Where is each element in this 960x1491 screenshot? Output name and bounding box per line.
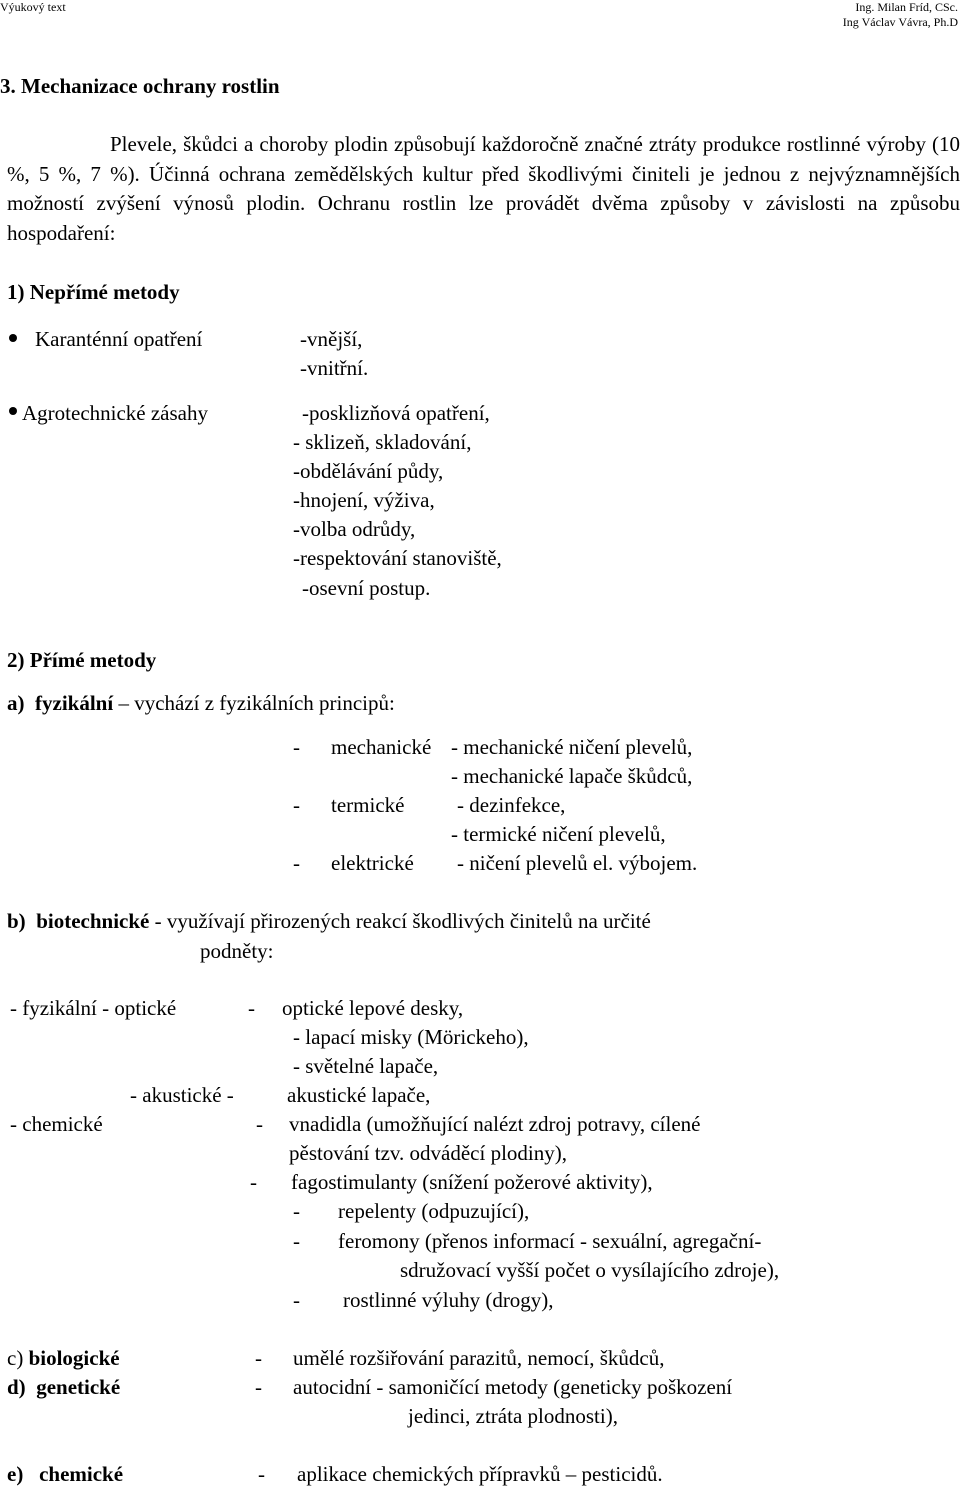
agro-item: -volba odrůdy, bbox=[293, 517, 416, 541]
bullet-icon bbox=[9, 407, 17, 415]
bio-row-text: rostlinné výluhy (drogy), bbox=[343, 1288, 554, 1312]
agro-item: -obdělávání půdy, bbox=[293, 459, 444, 483]
header-left: Výukový text bbox=[0, 0, 66, 14]
section-d-prefix: d) bbox=[7, 1375, 26, 1399]
section-c-term: biologické bbox=[28, 1346, 120, 1370]
bio-row-text: - světelné lapače, bbox=[293, 1054, 439, 1078]
bio-row-dash: - bbox=[293, 1288, 300, 1312]
header-author-1: Ing. Milan Fríd, CSc. bbox=[855, 0, 958, 14]
indirect-heading: 1) Nepřímé metody bbox=[7, 280, 180, 304]
section-b-prefix: b) bbox=[7, 909, 26, 933]
bio-row-text: feromony (přenos informací - sexuální, agregační- bbox=[338, 1229, 762, 1253]
bio-row-text: - lapací misky (Mörickeho), bbox=[293, 1025, 529, 1049]
section-c-prefix: c) bbox=[7, 1346, 24, 1370]
section-a-prefix: a) bbox=[7, 691, 25, 715]
physical-dash: - bbox=[293, 851, 300, 875]
bio-row-dash: - bbox=[250, 1170, 257, 1194]
section-a-term: fyzikální bbox=[35, 691, 114, 715]
physical-text: - mechanické ničení plevelů, bbox=[451, 735, 693, 759]
bio-row-dash: - bbox=[293, 1199, 300, 1223]
bio-row-left: - chemické bbox=[10, 1112, 103, 1136]
bullet-icon bbox=[9, 334, 17, 342]
quarantine-item: -vnější, bbox=[300, 327, 363, 351]
direct-heading: 2) Přímé metody bbox=[7, 648, 157, 672]
section-c-dash: - bbox=[255, 1346, 262, 1370]
bio-row-text: sdružovací vyšší počet o vysílajícího zdroje), bbox=[400, 1258, 780, 1282]
section-b-term: biotechnické bbox=[36, 909, 150, 933]
section-e-prefix: e) bbox=[7, 1462, 24, 1486]
section-e-text: aplikace chemických přípravků – pesticidů. bbox=[297, 1462, 663, 1486]
section-d-text: autocidní - samoničící metody (geneticky poškození bbox=[293, 1375, 733, 1399]
intro-paragraph bbox=[7, 130, 960, 248]
section-b-rest2: podněty: bbox=[200, 939, 274, 963]
physical-dash: - bbox=[293, 793, 300, 817]
bio-row-text: fagostimulanty (snížení požerové aktivity), bbox=[291, 1170, 653, 1194]
physical-name: mechanické bbox=[331, 735, 432, 759]
section-b-rest: - využívají přirozených reakcí škodlivých činitelů na určité bbox=[154, 909, 651, 933]
bio-row-dash: - bbox=[256, 1112, 263, 1136]
physical-name: elektrické bbox=[331, 851, 414, 875]
agro-item: -respektování stanoviště, bbox=[293, 546, 502, 570]
section-d-term: genetické bbox=[36, 1375, 121, 1399]
bio-row-dash: - bbox=[248, 996, 255, 1020]
physical-text: - dezinfekce, bbox=[457, 793, 566, 817]
agro-item: - sklizeň, skladování, bbox=[293, 430, 472, 454]
agro-label: Agrotechnické zásahy bbox=[22, 401, 208, 425]
section-a bbox=[7, 690, 395, 716]
section-d-dash: - bbox=[255, 1375, 262, 1399]
physical-text: - termické ničení plevelů, bbox=[451, 822, 666, 846]
intro-text: Plevele, škůdci a choroby plodin způsobují každoročně značné ztráty produkce rostlinné výroby (10 %, 5 %, 7 %). Účinná ochrana zemědělských kultur před škodlivými činiteli je jednou z nejvýznamnějších možností zvýšení výnosů plodin. Ochranu rostlin lze provádět dvěma způsoby v závislosti na způsobu hospodaření: bbox=[7, 132, 960, 245]
quarantine-item: -vnitřní. bbox=[300, 356, 369, 380]
quarantine-label: Karanténní opatření bbox=[35, 327, 203, 351]
section-b bbox=[7, 908, 651, 934]
bio-row-text: vnadidla (umožňující nalézt zdroj potravy, cílené bbox=[289, 1112, 701, 1136]
physical-text: - ničení plevelů el. výbojem. bbox=[457, 851, 698, 875]
section-c bbox=[7, 1345, 120, 1371]
section-d-text2: jedinci, ztráta plodnosti), bbox=[408, 1404, 618, 1428]
section-a-rest: – vychází z fyzikálních principů: bbox=[118, 691, 395, 715]
physical-dash: - bbox=[293, 735, 300, 759]
agro-item: -hnojení, výživa, bbox=[293, 488, 435, 512]
bio-row-left: - fyzikální - optické bbox=[10, 996, 177, 1020]
section-c-text: umělé rozšiřování parazitů, nemocí, škůdců, bbox=[293, 1346, 665, 1370]
page-title: 3. Mechanizace ochrany rostlin bbox=[0, 74, 280, 98]
bio-row-dash: - bbox=[293, 1229, 300, 1253]
header-author-2: Ing Václav Vávra, Ph.D bbox=[842, 15, 958, 29]
bio-row-text: optické lepové desky, bbox=[282, 996, 464, 1020]
agro-item: -osevní postup. bbox=[302, 576, 431, 600]
bio-row-text: akustické lapače, bbox=[287, 1083, 431, 1107]
section-d bbox=[7, 1374, 120, 1400]
section-e-term: chemické bbox=[39, 1462, 124, 1486]
bio-row-text: pěstování tzv. odváděcí plodiny), bbox=[289, 1141, 567, 1165]
agro-item: -posklizňová opatření, bbox=[302, 401, 490, 425]
physical-text: - mechanické lapače škůdců, bbox=[451, 764, 693, 788]
bio-row-left: - akustické - bbox=[130, 1083, 234, 1107]
physical-name: termické bbox=[331, 793, 405, 817]
section-e-dash: - bbox=[258, 1462, 265, 1486]
bio-row-text: repelenty (odpuzující), bbox=[338, 1199, 530, 1223]
section-e bbox=[7, 1461, 123, 1487]
